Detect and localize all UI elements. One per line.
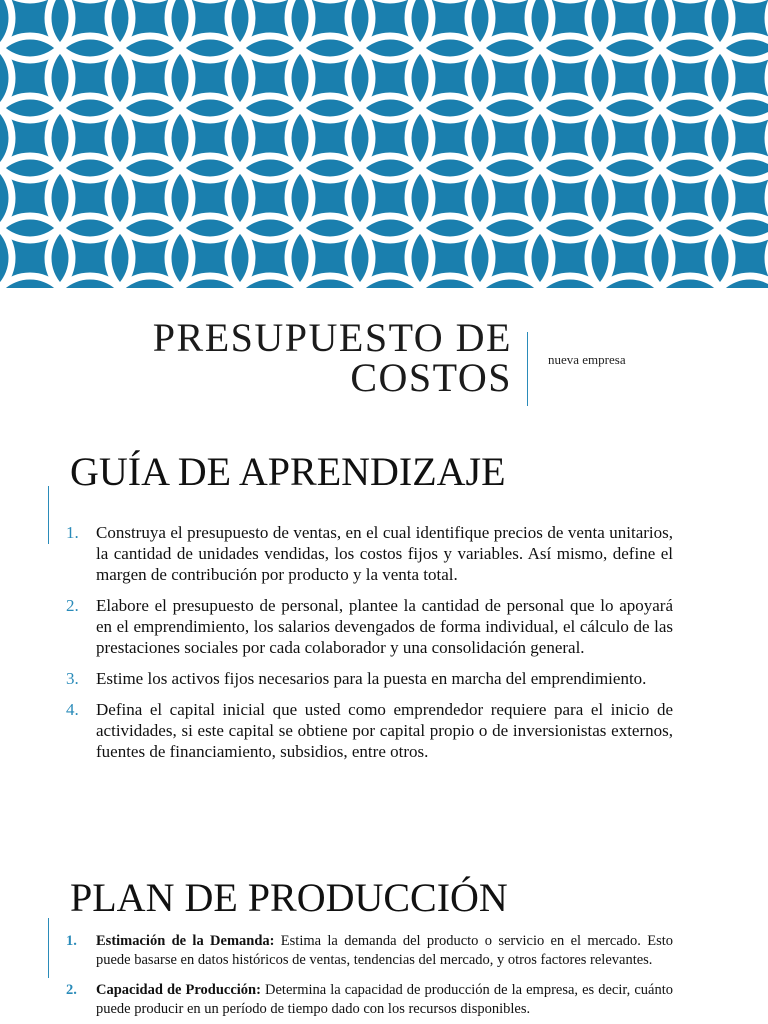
production-item-1 — [66, 932, 673, 969]
decorative-pattern-banner — [0, 0, 768, 288]
circle-lattice-pattern — [0, 0, 768, 288]
guide-item-4 — [66, 699, 673, 762]
production-item-number: 1. — [66, 933, 77, 949]
production-item-number: 2. — [66, 982, 77, 998]
document-title — [152, 315, 512, 400]
production-item-text: Estima la demanda del producto o servicio en el mercado. Esto puede basarse en datos históricos de ventas, tendencias del mercado, y otros factores relevantes. — [96, 933, 674, 968]
guide-item-number: 2. — [66, 596, 79, 615]
document-subtitle: nueva empresa — [548, 352, 626, 367]
guide-item-number: 1. — [66, 523, 79, 542]
guide-accent-bar — [48, 486, 49, 544]
title-block — [0, 315, 768, 400]
production-item-2 — [66, 981, 673, 1018]
guide-item-3 — [66, 668, 673, 689]
guide-list — [66, 522, 673, 772]
production-heading: PLAN DE PRODUCCIÓN — [70, 875, 508, 920]
production-item-text: Determina la capacidad de producción de la empresa, es decir, cuánto puede producir en un período de tiempo dado con los recursos disponibles. — [96, 982, 673, 1017]
guide-item-1 — [66, 522, 673, 585]
guide-item-number: 4. — [66, 700, 79, 719]
title-line-1: PRESUPUESTO DE — [152, 315, 512, 360]
production-list — [66, 932, 673, 1024]
guide-item-text: Construya el presupuesto de ventas, en el cual identifique precios de venta unitarios, la cantidad de unidades vendidas, los costos fijos y variables. Así mismo, define el margen de contribución por producto y la venta total. — [96, 523, 673, 584]
guide-item-2 — [66, 595, 673, 658]
guide-heading: GUÍA DE APRENDIZAJE — [70, 449, 506, 494]
production-item-term: Estimación de la Demanda: — [96, 933, 275, 949]
production-item-term: Capacidad de Producción: — [96, 982, 261, 998]
guide-item-text: Elabore el presupuesto de personal, plantee la cantidad de personal que lo apoyará en el emprendimiento, los salarios devengados de forma individual, el cálculo de las prestaciones sociales por cada colaborador y una consolidación general. — [96, 596, 673, 657]
production-accent-bar — [48, 918, 49, 978]
title-line-2: COSTOS — [350, 355, 512, 400]
guide-item-text: Estime los activos fijos necesarios para la puesta en marcha del emprendimiento. — [96, 669, 647, 688]
guide-item-number: 3. — [66, 669, 79, 688]
title-divider — [527, 332, 528, 406]
guide-item-text: Defina el capital inicial que usted como emprendedor requiere para el inicio de actividades, si este capital se obtiene por capital propio o de inversionistas externos, fuentes de financiamiento, subsidios, entre otros. — [96, 700, 673, 761]
